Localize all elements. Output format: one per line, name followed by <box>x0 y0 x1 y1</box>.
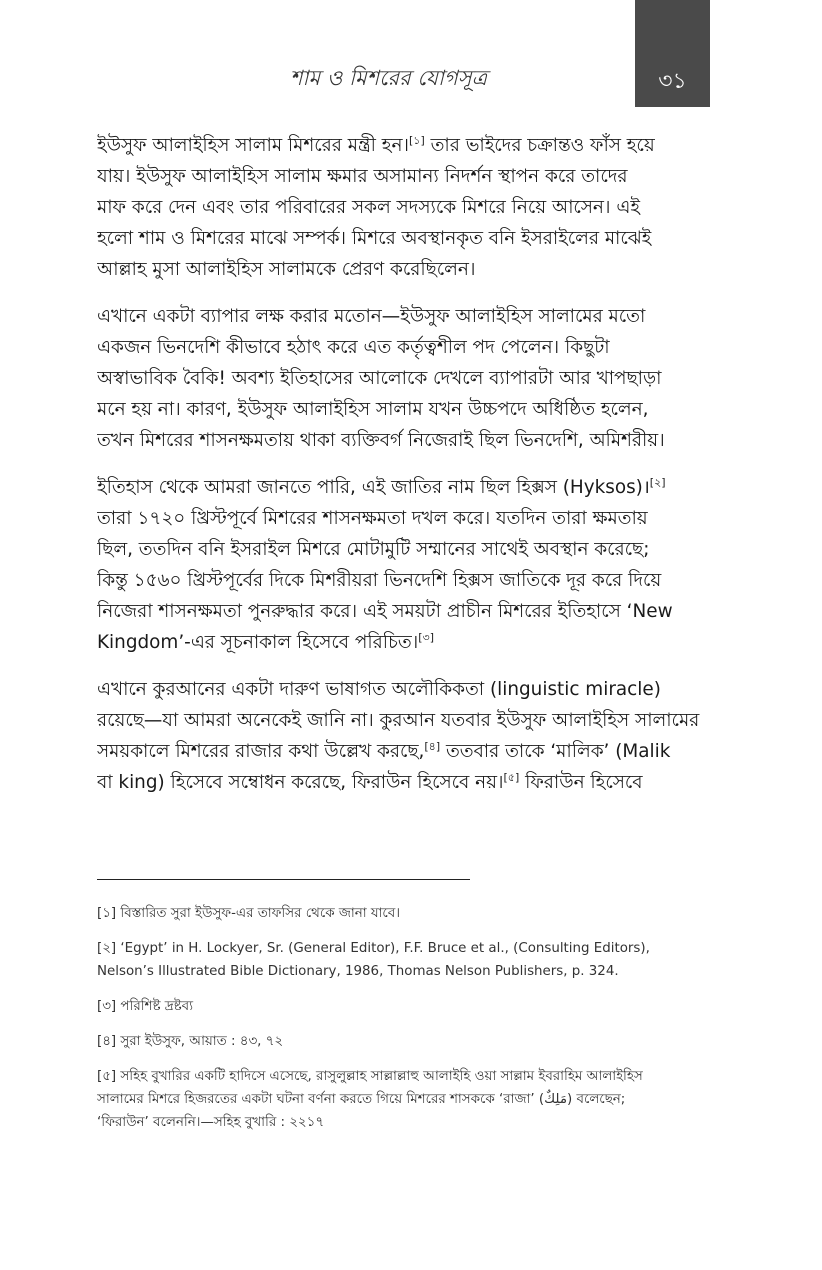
text-segment: ফিরাউন হিসেবে <box>519 772 643 793</box>
footnote-line: ‘ফিরাউন’ বলেননি।—সহিহ বুখারি : ২২১৭ <box>97 1115 325 1130</box>
text-line <box>97 254 711 285</box>
footnote-reference[interactable]: [১] <box>409 134 425 147</box>
text-segment: এখানে কুরআনের একটা দারুণ ভাষাগত অলৌকিকতা (linguistic miracle) <box>97 679 661 700</box>
text-line <box>97 472 711 503</box>
text-line <box>97 192 711 223</box>
text-line <box>97 503 711 534</box>
text-line <box>97 596 711 627</box>
text-segment: রয়েছে—যা আমরা অনেকেই জানি না। কুরআন যতবার ইউসুফ আলাইহিস সালামের <box>97 710 700 731</box>
text-segment: অস্বাভাবিক বৈকি! অবশ্য ইতিহাসের আলোকে দেখলে ব্যাপারটা আর খাপছাড়া <box>97 368 662 389</box>
text-line <box>97 767 711 798</box>
text-segment: তার ভাইদের চক্রান্তও ফাঁস হয়ে <box>424 135 655 156</box>
footnote-line: [১] বিস্তারিত সুরা ইউসুফ-এর তাফসির থেকে জানা যাবে। <box>97 906 401 921</box>
text-line <box>97 130 711 161</box>
running-header-title: শাম ও মিশরের যোগসূত্র <box>290 66 488 90</box>
text-segment: মনে হয় না। কারণ, ইউসুফ আলাইহিস সালাম যখন উচ্চপদে অধিষ্ঠিত হলেন, <box>97 399 649 420</box>
paragraph <box>97 301 711 456</box>
text-line <box>97 332 711 363</box>
text-segment: একজন ভিনদেশি কীভাবে হঠাৎ করে এত কর্তৃত্বশীল পদ পেলেন। কিছুটা <box>97 337 610 358</box>
text-line <box>97 161 711 192</box>
footnote-divider <box>97 879 470 880</box>
footnote <box>97 1030 711 1053</box>
paragraph <box>97 130 711 285</box>
text-segment: সময়কালে মিশরের রাজার কথা উল্লেখ করছে, <box>97 741 425 762</box>
text-segment: আল্লাহ মুসা আলাইহিস সালামকে প্রেরণ করেছিলেন। <box>97 259 476 280</box>
paragraph <box>97 472 711 658</box>
text-segment: কিন্তু ১৫৬০ খ্রিস্টপূর্বের দিকে মিশরীয়রা ভিনদেশি হিক্সস জাতিকে দূর করে দিয়ে <box>97 570 662 591</box>
footnote-line: [৫] সহিহ বুখারির একটি হাদিসে এসেছে, রাসুলুল্লাহ সাল্লাল্লাহু আলাইহি ওয়া সাল্লাম ইবরাহিম আলাইহিস <box>97 1069 643 1084</box>
text-segment: মাফ করে দেন এবং তার পরিবারের সকল সদস্যকে মিশরে নিয়ে আসেন। এই <box>97 197 640 218</box>
footnote-reference[interactable]: [৫] <box>503 771 520 784</box>
text-line <box>97 736 711 767</box>
text-segment: ততবার তাকে ‘মালিক’ (Malik <box>440 741 671 762</box>
text-segment: তখন মিশরের শাসনক্ষমতায় থাকা ব্যক্তিবর্গ নিজেরাই ছিল ভিনদেশি, অমিশরীয়। <box>97 430 665 451</box>
footnote <box>97 902 711 925</box>
footnote-line: সালামের মিশরে হিজরতের একটা ঘটনা বর্ণনা করতে গিয়ে মিশরের শাসককে ‘রাজা’ (مَلِكٌ) বলেছেন; <box>97 1092 626 1107</box>
text-line <box>97 363 711 394</box>
text-line <box>97 425 711 456</box>
footnote-reference[interactable]: [২] <box>649 476 666 489</box>
text-segment: ইউসুফ আলাইহিস সালাম মিশরের মন্ত্রী হন। <box>97 135 410 156</box>
text-line <box>97 627 711 658</box>
text-segment: নিজেরা শাসনক্ষমতা পুনরুদ্ধার করে। এই সময়টা প্রাচীন মিশরের ইতিহাসে ‘New <box>97 601 673 622</box>
footnote-line: [২] ‘Egypt’ in H. Lockyer, Sr. (General Editor), F.F. Bruce et al., (Consulting Editors), <box>97 941 650 956</box>
text-segment: যায়। ইউসুফ আলাইহিস সালাম ক্ষমার অসামান্য নিদর্শন স্থাপন করে তাদের <box>97 166 628 187</box>
text-line <box>97 394 711 425</box>
paragraph <box>97 674 711 798</box>
footnote-reference[interactable]: [৩] <box>418 631 435 644</box>
text-line <box>97 534 711 565</box>
text-line <box>97 565 711 596</box>
footnote-reference[interactable]: [৪] <box>424 740 441 753</box>
footnote <box>97 937 711 983</box>
page-number: ৩১ <box>658 69 687 94</box>
text-line <box>97 705 711 736</box>
text-segment: বা king) হিসেবে সম্বোধন করেছে, ফিরাউন হিসেবে নয়। <box>97 772 504 793</box>
text-segment: এখানে একটা ব্যাপার লক্ষ করার মতোন—ইউসুফ আলাইহিস সালামের মতো <box>97 306 646 327</box>
text-line <box>97 301 711 332</box>
footnote-line: [৪] সুরা ইউসুফ, আয়াত : ৪৩, ৭২ <box>97 1034 284 1049</box>
body-text <box>97 130 711 814</box>
footnotes <box>97 902 711 1146</box>
text-segment: তারা ১৭২০ খ্রিস্টপূর্বে মিশরের শাসনক্ষমতা দখল করে। যতদিন তারা ক্ষমতায় <box>97 508 648 529</box>
footnote <box>97 995 711 1018</box>
text-segment: Kingdom’-এর সূচনাকাল হিসেবে পরিচিত। <box>97 632 419 653</box>
text-segment: ছিল, ততদিন বনি ইসরাইল মিশরে মোটামুটি সম্মানের সাথেই অবস্থান করেছে; <box>97 539 650 560</box>
text-line <box>97 223 711 254</box>
text-segment: ইতিহাস থেকে আমরা জানতে পারি, এই জাতির নাম ছিল হিক্সস (Hyksos)। <box>97 477 650 498</box>
footnote <box>97 1065 711 1134</box>
footnote-line: Nelson’s Illustrated Bible Dictionary, 1986, Thomas Nelson Publishers, p. 324. <box>97 964 619 979</box>
page-number-tab <box>635 0 710 107</box>
text-segment: হলো শাম ও মিশরের মাঝে সম্পর্ক। মিশরে অবস্থানকৃত বনি ইসরাইলের মাঝেই <box>97 228 652 249</box>
footnote-line: [৩] পরিশিষ্ট দ্রষ্টব্য <box>97 999 193 1014</box>
text-line <box>97 674 711 705</box>
